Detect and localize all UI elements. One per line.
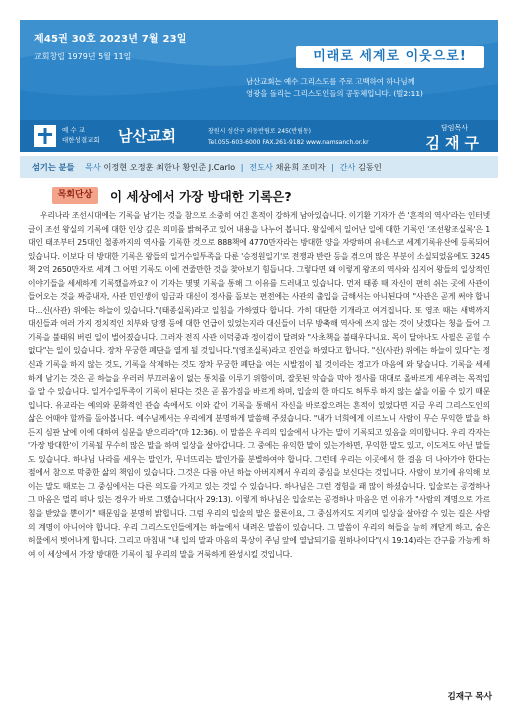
column-tag: 목회단상 [52, 187, 98, 204]
issue-info: 제45권 30호 2023년 7월 23일 [34, 34, 187, 45]
staff-label: 섬기는 분들 [32, 162, 75, 172]
denomination-line-2: 대한성결교회 [62, 136, 100, 144]
contact-line: Tel.055-603-6000 FAX.261-9182 www.namsanch.or.kr [208, 139, 369, 146]
pastor-title: 담임목사 [440, 124, 468, 132]
headline-slogan: 미래로 세계로 이웃으로! [296, 46, 484, 68]
mission-line-1: 남산교회는 예수 그리스도를 주로 고백하여 하나님께 [246, 77, 415, 86]
staff-separator: | [331, 162, 334, 172]
article-title: 이 세상에서 가장 방대한 기록은? [110, 189, 292, 204]
staff-names-pastor: 이정현 오정훈 최한나 황인준 J.Carlo [103, 162, 236, 172]
article-signature: 김재구 목사 [447, 692, 492, 702]
staff-names-secretary: 김동인 [358, 162, 382, 172]
staff-role-pastor: 목사 [85, 162, 101, 172]
staff-role-secretary: 간사 [339, 162, 356, 172]
founded-date: 교회창립 1979년 5월 11일 [34, 52, 132, 61]
staff-separator: | [240, 162, 244, 172]
pastor-name: 김재구 [425, 134, 484, 152]
denomination-line-1: 예 수 교 [62, 126, 85, 134]
church-info-bar [20, 120, 498, 152]
staff-list [20, 156, 498, 178]
mission-statement [246, 76, 484, 100]
newsletter-header [20, 20, 498, 120]
church-name: 남산교회 [118, 127, 176, 145]
church-address [208, 126, 369, 148]
denomination [62, 125, 100, 145]
church-logo-icon [34, 125, 56, 147]
staff-names-evangelist: 채윤희 조미자 [275, 162, 326, 172]
staff-role-evangelist: 전도사 [249, 162, 273, 172]
article-body: 우리나라 조선시대에는 기록을 남기는 것을 참으로 소중히 여긴 흔적이 강하게 남아있습니다. 이기환 기자가 쓴 '흔적의 역사'라는 인터넷 글이 조선 왕실의 기록에 대한 인상 깊은 의미를 밝혀주고 있어 내용을 나누어 봅니다. 왕실에서 일어난 일에 대한 기록인 '조선왕조실록'은 1대인 태조부터 25대인 철종까지의 역사를 기록한 것으로 888책에 4770만자라는 방대한 양을 자랑하며 유네스코 세계기록유산에 등록되어 있습니다. 이보다 더 방대한 기록은 왕들의 일거수일투족을 다룬 '승정원일기'로 전쟁과 반란 등을 겪으며 많은 부분이 소실되었음에도 3245책 2억 2650만자로 세계 그 어떤 기록도 이에 견줄만한 것을 찾아보기 힘듭니다. 그렇다면 왜 이렇게 왕조의 역사와 심지어 왕들의 일상적인 이야기들을 세세하게 기록했을까요? 이 기자는 몇몇 기록을 통해 그 이유를 드러내고 있습니다. 먼저 태종 때 자신이 편히 쉬는 곳에 사관이 들어오는 것을 짜증내자, 사관 민인생이 임금과 대신이 정사를 돌보는 편전에는 사관의 출입을 금해서는 아니된다며 "사관은 곧게 써야 합니다...신(사관) 위에는 하늘이 있습니다."(태종실록)라고 일침을 가하였다 합니다. 가히 대단한 기개라고 여겨집니다. 또 영조 때는 새벽까지 대신들과 여러 가지 정치적인 치부와 당쟁 등에 대한 언급이 있었는지라 대신들이 너무 방축해 역사에 쓰지 않는 것이 낫겠다는 청을 들어 그 기록을 불태워 버린 일이 벌어졌습니다. 그러자 전직 사관 이덕중과 정이검이 달려와 "사초책을 불태우다니요. 목이 달아나도 사필은 곧힐 수 없다"는 일이 있습니다. 장차 무궁한 폐단을 열게 될 것입니다."(영조실록)라고 진언을 하였다고 합니다. "신(사관) 위에는 하늘이 있다"는 정신과 기록을 하지 않는 것도, 기록을 삭제하는 것도 장차 무궁한 폐단을 여는 시발점이 될 것이라는 경고가 마음에 와 닿습니다. 기록을 세세하게 남기는 것은 곧 하늘을 우러러 부끄러움이 없는 통치를 이루기 위함이며, 잘못된 악습을 막아 정사를 대대로 올바르게 세우려는 목적입을 알 수 있습니다. 일거수일투족이 기록이 된다는 것은 곧 몸가짐을 바르게 하며, 입술의 한 마디도 허투루 하지 않는 삶을 이룰 수 있기 때문입니다. 유교라는 예의와 문화적인 관습 속에서도 이와 같이 기록을 통해서 자신을 바로잡으려는 흔적이 있었다면 지금 우리 그리스도인의 삶은 어때야 할까를 돌아봅니다. 예수님께서는 우리에게 분명하게 말씀해 주셨습니다. "내가 너희에게 이르노니 사람이 무슨 무익한 말을 하든지 심판 날에 이에 대하여 심문을 받으리라"(마 12:36). 이 말씀은 우리의 입술에서 나가는 말이 기록되고 있음을 의미합니다. 우리 각자는 '가장 방대한'이 기록될 무수히 많은 말을 하며 일상을 살아갑니다. 그 중에는 유익한 말이 있는가하면, 무익한 말도 있고, 이도저도 아닌 말들도 있습니다. 하나님 나라를 세우는 말인가, 무너뜨리는 말인가를 분별하여야 합니다. 그런데 우리는 이곳에서 한 걸음 더 나아가야 한다는 점에서 참으로 막중한 삶의 책임이 있습니다. 그것은 다름 아닌 하늘 아버지께서 우리의 중심을 보신다는 것입니다. 사람이 보기에 유익해 보이는 말도 때로는 그 중심에서는 다른 의도를 가지고 있는 것일 수 있습니다. 하나님은 그런 경험을 패 많이 하셨습니다. 입술로는 공경하나 그 마음은 멀리 떠나 있는 경우가 바로 그랬습니다(사 29:13). 이렇게 하나님은 입술로는 공경하나 마음은 먼 이유가 "사람의 계명으로 가르침을 받았을 뿐이기" 때문임을 분명히 밝힙니다. 그럼 우리의 입술의 말은 물론이요, 그 중심까지도 지키며 일상을 살아갈 수 있는 길은 사람의 계명이 아니어야 합니다. 우리 그리스도인들에게는 하늘에서 내려온 말씀이 있습니다. 그 말씀이 우리의 혀들을 능히 깨닫게 하고, 숨은 허물에서 벗어나게 합니다. 그리고 마침내 "내 입의 말과 마음의 묵상이 주님 앞에 열납되기를 원하나이다"(시 19:14)라는 간구를 가능케 하여 이 세상에서 가장 방대한 기록이 될 우리의 말을 거룩하게 완성시킬 것입니다. [28, 211, 490, 559]
mission-line-2: 영광을 돌리는 그리스도인들의 공동체입니다. (빌2:11) [246, 89, 423, 98]
address-line: 창원시 성산구 외동반림로 245(반림동) [208, 128, 311, 135]
